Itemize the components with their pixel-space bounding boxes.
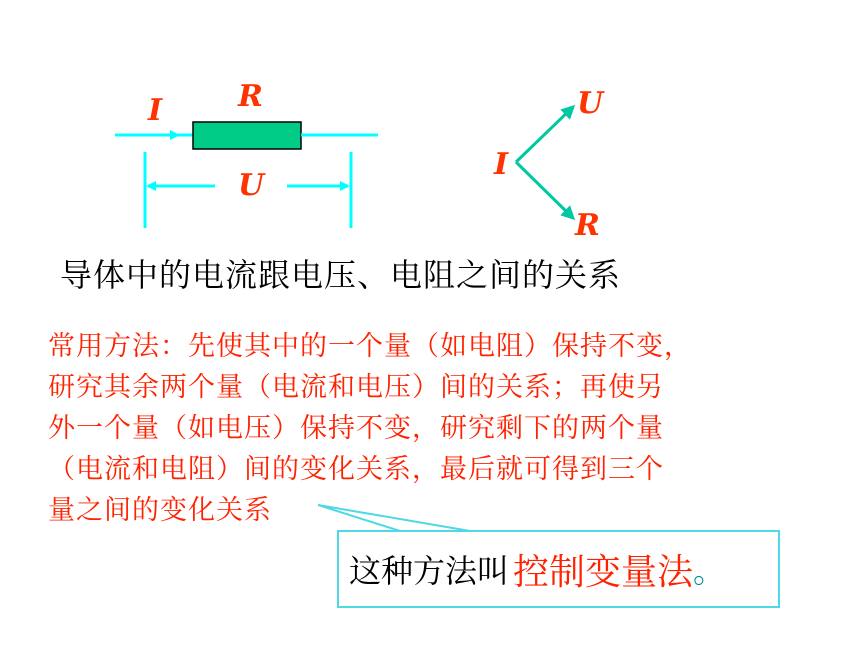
relation-bottom-label: R xyxy=(575,208,600,243)
callout-box xyxy=(337,530,780,608)
circuit-diagram xyxy=(115,79,378,228)
relation-diagram xyxy=(493,86,605,243)
method-line: 常用方法：先使其中的一个量（如电阻）保持不变， xyxy=(48,331,692,362)
branch-arrow-up xyxy=(516,107,573,162)
voltage-label: U xyxy=(238,168,265,203)
callout-suffix: 。 xyxy=(693,552,726,590)
resistor xyxy=(193,122,301,149)
page-title: 导体中的电流跟电压、电阻之间的关系 xyxy=(60,256,622,294)
method-line: （电流和电阻）间的变化关系，最后就可得到三个 xyxy=(48,454,664,485)
relation-root-label: I xyxy=(494,147,509,182)
current-label: I xyxy=(148,93,163,128)
branch-arrow-down xyxy=(516,162,573,218)
method-description xyxy=(48,326,828,531)
callout-prefix: 这种方法叫 xyxy=(349,552,510,590)
method-line: 量之间的变化关系 xyxy=(48,495,272,526)
method-line: 外一个量（如电压）保持不变，研究剩下的两个量 xyxy=(48,413,664,444)
resistor-label: R xyxy=(238,79,263,114)
callout-term: 控制变量法 xyxy=(513,551,694,593)
method-line: 研究其余两个量（电流和电压）间的关系；再使另 xyxy=(48,372,664,403)
relation-top-label: U xyxy=(577,86,604,121)
